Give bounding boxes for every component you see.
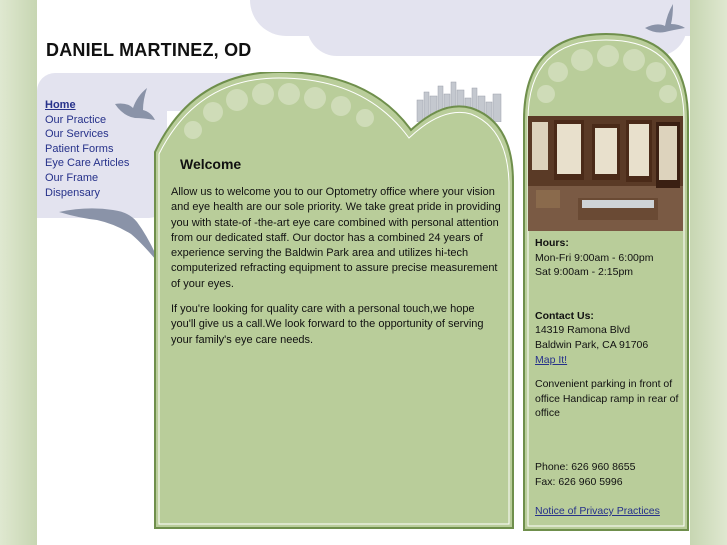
welcome-paragraph-1: Allow us to welcome you to our Optometry office where your vision and eye health are our sole priority. We take great pride in providing you with state-of -the-art eye care combined with personal attention from our dedicated staff. Our doctor has a combined 24 years of experience serving the Baldwin Park area and utilizes hi-tech computerized refracting equipment to assure precise measurement of your eyes. [171,186,501,290]
page [37,0,690,545]
privacy-link[interactable]: Notice of Privacy Practices [535,505,660,518]
nav-item-our-frame[interactable]: Our Frame [45,171,99,184]
nav-item-home[interactable]: Home [45,99,76,111]
address-street: 14319 Ramona Blvd [535,324,631,337]
site-title: DANIEL MARTINEZ, OD [46,40,252,60]
nav-item-dispensary[interactable]: Dispensary [45,186,101,199]
gliding-bird-icon [57,198,167,270]
nav-item-our-services[interactable]: Our Services [45,128,109,141]
main-nav [45,98,129,200]
parking-note: Convenient parking in front of office Handicap ramp in rear of office [535,378,679,420]
nav-item-our-practice[interactable]: Our Practice [45,113,107,126]
hours-saturday: Sat 9:00am - 2:15pm [535,266,634,279]
office-photo [528,116,683,231]
welcome-paragraph-2: If you're looking for quality care with a personal touch,we hope you'll give us a call.We look forward to the opportunity of serving your family's eye care needs. [171,303,484,346]
page-heading: Welcome [180,156,242,172]
nav-item-eye-care-articles[interactable]: Eye Care Articles [45,157,130,170]
hours-label: Hours: [535,237,569,249]
welcome-text [171,185,501,358]
left-page-shadow [0,0,37,545]
hours-weekday: Mon-Fri 9:00am - 6:00pm [535,251,654,264]
right-page-shadow [690,0,727,545]
address-city: Baldwin Park, CA 91706 [535,338,649,351]
nav-item-patient-forms[interactable]: Patient Forms [45,142,114,155]
fax-number: Fax: 626 960 5996 [535,475,623,488]
sidebar-info [535,236,680,519]
contact-label: Contact Us: [535,309,594,322]
phone-number: Phone: 626 960 8655 [535,460,636,473]
map-link[interactable]: Map It! [535,353,568,366]
